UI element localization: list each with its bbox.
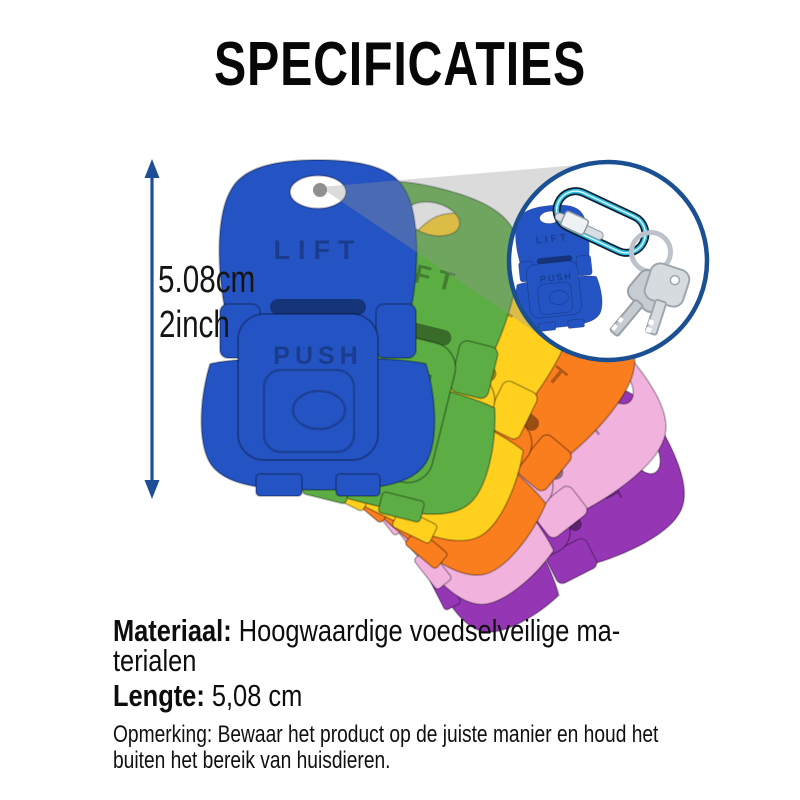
page-title: SPECIFICATIES — [213, 30, 586, 99]
material-value-line2: terialen — [113, 643, 197, 678]
hole-marker-dot — [313, 183, 327, 197]
material-label: Materiaal: — [113, 613, 232, 648]
length-spec — [113, 678, 303, 713]
note-text — [113, 722, 658, 773]
note-line2: buiten het bereik van huisdieren. — [113, 746, 391, 774]
inset-detail — [506, 162, 707, 360]
dimension-inch-label: 2inch — [159, 304, 230, 346]
length-label: Lengte: — [113, 678, 205, 713]
arrow-head-down-icon — [145, 480, 160, 499]
dimension-arrow — [145, 159, 160, 499]
material-value-line1: Hoogwaardige voedselveilige ma- — [238, 613, 621, 648]
length-value: 5,08 cm — [211, 678, 303, 713]
material-spec — [113, 613, 621, 678]
note-line1: Opmerking: Bewaar het product op de juiste manier en houd het — [113, 721, 659, 748]
dimension-cm-label: 5.08cm — [158, 259, 256, 301]
product-illustration: LIFT PUSH — [0, 0, 800, 800]
arrow-head-up-icon — [145, 159, 160, 178]
